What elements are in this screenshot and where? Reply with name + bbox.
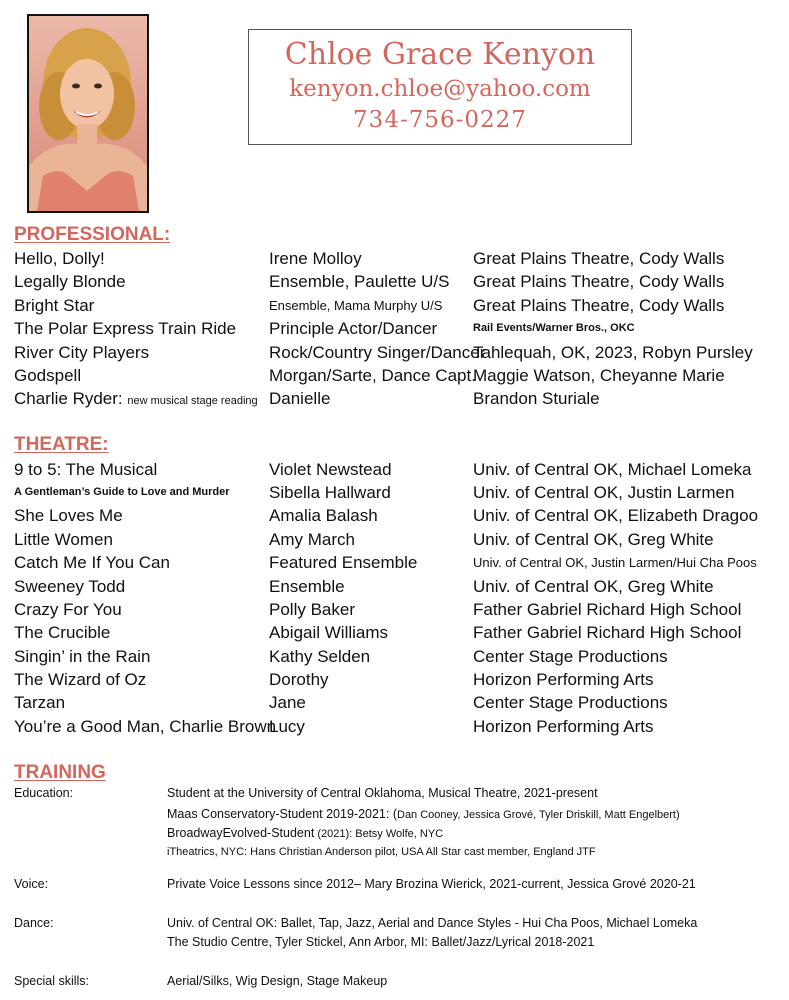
voice-label: Voice: (14, 877, 49, 891)
show-title: River City Players (14, 343, 150, 362)
show-title: Hello, Dolly! (14, 249, 105, 268)
role: Ensemble, Paulette U/S (269, 272, 450, 291)
venue-director: Great Plains Theatre, Cody Walls (473, 272, 725, 291)
skills-detail: Aerial/Silks, Wig Design, Stage Makeup (167, 974, 388, 988)
role: Rock/Country Singer/Dancer (269, 343, 486, 362)
venue-director: Brandon Sturiale (473, 389, 600, 408)
role: Lucy (269, 717, 305, 736)
education-line-text: Maas Conservatory-Student 2019-2021: ( (167, 807, 397, 821)
show-title: Legally Blonde (14, 272, 126, 291)
show-title-text: Charlie Ryder: (14, 389, 123, 408)
voice-detail: Private Voice Lessons since 2012– Mary Brozina Wierick, 2021-current, Jessica Grové 2020-21 (167, 877, 696, 891)
role: Amalia Balash (269, 506, 378, 525)
dance-detail: Univ. of Central OK: Ballet, Tap, Jazz, Aerial and Dance Styles - Hui Cha Poos, Michael Lomeka (167, 916, 698, 930)
dance-label: Dance: (14, 916, 54, 930)
role: Sibella Hallward (269, 483, 391, 502)
venue-director: Univ. of Central OK, Greg White (473, 577, 714, 596)
venue-director: Great Plains Theatre, Cody Walls (473, 249, 725, 268)
education-line-note: (2021): Betsy Wolfe, NYC (314, 828, 444, 840)
venue-director: Father Gabriel Richard High School (473, 623, 742, 642)
role: Jane (269, 693, 306, 712)
education-line (167, 805, 680, 825)
venue-director: Rail Events/Warner Bros., OKC (473, 322, 635, 334)
role: Principle Actor/Dancer (269, 319, 438, 338)
show-title: Crazy For You (14, 600, 122, 619)
role: Featured Ensemble (269, 553, 418, 572)
show-title: Tarzan (14, 693, 66, 712)
venue-director: Univ. of Central OK, Elizabeth Dragoo (473, 506, 759, 525)
venue-director: Univ. of Central OK, Greg White (473, 530, 714, 549)
role: Irene Molloy (269, 249, 362, 268)
professional-heading: PROFESSIONAL: (14, 224, 171, 245)
venue-director: Univ. of Central OK, Justin Larmen (473, 483, 735, 502)
show-title: Bright Star (14, 296, 95, 315)
contact-box (248, 29, 632, 145)
show-title: She Loves Me (14, 506, 123, 525)
venue-director: Tahlequah, OK, 2023, Robyn Pursley (473, 343, 753, 362)
show-title: A Gentleman’s Guide to Love and Murder (14, 486, 230, 498)
show-title (14, 387, 258, 413)
show-title: Godspell (14, 366, 82, 385)
show-title: Catch Me If You Can (14, 553, 170, 572)
venue-director: Univ. of Central OK, Justin Larmen/Hui Cha Poos (473, 555, 757, 570)
dance-detail: The Studio Centre, Tyler Stickel, Ann Arbor, MI: Ballet/Jazz/Lyrical 2018-2021 (167, 935, 595, 949)
role: Danielle (269, 389, 331, 408)
show-title: The Wizard of Oz (14, 670, 147, 689)
venue-director: Horizon Performing Arts (473, 717, 654, 736)
headshot-photo (27, 14, 149, 213)
education-line (167, 824, 443, 844)
training-heading: TRAINING (14, 762, 106, 783)
phone-number: 734-756-0227 (353, 107, 527, 133)
role: Ensemble (269, 577, 345, 596)
show-title: 9 to 5: The Musical (14, 460, 158, 479)
show-note: new musical stage reading (127, 395, 258, 407)
venue-director: Center Stage Productions (473, 647, 668, 666)
role: Violet Newstead (269, 460, 392, 479)
education-line-note: Dan Cooney, Jessica Grové, Tyler Driskill, Matt Engelbert) (397, 809, 680, 821)
education-line: iTheatrics, NYC: Hans Christian Anderson pilot, USA All Star cast member, England JTF (167, 846, 596, 858)
education-line: Student at the University of Central Oklahoma, Musical Theatre, 2021-present (167, 786, 598, 800)
venue-director: Father Gabriel Richard High School (473, 600, 742, 619)
performer-name: Chloe Grace Kenyon (284, 37, 596, 72)
skills-label: Special skills: (14, 974, 90, 988)
show-title: Singin’ in the Rain (14, 647, 151, 666)
show-title: Sweeney Todd (14, 577, 126, 596)
education-line-text: BroadwayEvolved-Student (167, 826, 315, 840)
theatre-heading: THEATRE: (14, 434, 109, 455)
show-title: The Crucible (14, 623, 111, 642)
show-title: Little Women (14, 530, 113, 549)
role: Amy March (269, 530, 355, 549)
show-title: You’re a Good Man, Charlie Brown (14, 717, 277, 736)
education-label: Education: (14, 786, 74, 800)
venue-director: Center Stage Productions (473, 693, 668, 712)
email-address: kenyon.chloe@yahoo.com (289, 76, 591, 102)
role: Polly Baker (269, 600, 355, 619)
headshot-illustration (29, 16, 147, 211)
role: Kathy Selden (269, 647, 371, 666)
role: Ensemble, Mama Murphy U/S (269, 298, 443, 313)
venue-director: Univ. of Central OK, Michael Lomeka (473, 460, 752, 479)
role: Abigail Williams (269, 623, 389, 642)
show-title: The Polar Express Train Ride (14, 319, 237, 338)
venue-director: Horizon Performing Arts (473, 670, 654, 689)
role: Morgan/Sarte, Dance Capt. (269, 366, 476, 385)
role: Dorothy (269, 670, 329, 689)
venue-director: Great Plains Theatre, Cody Walls (473, 296, 725, 315)
venue-director: Maggie Watson, Cheyanne Marie (473, 366, 725, 385)
